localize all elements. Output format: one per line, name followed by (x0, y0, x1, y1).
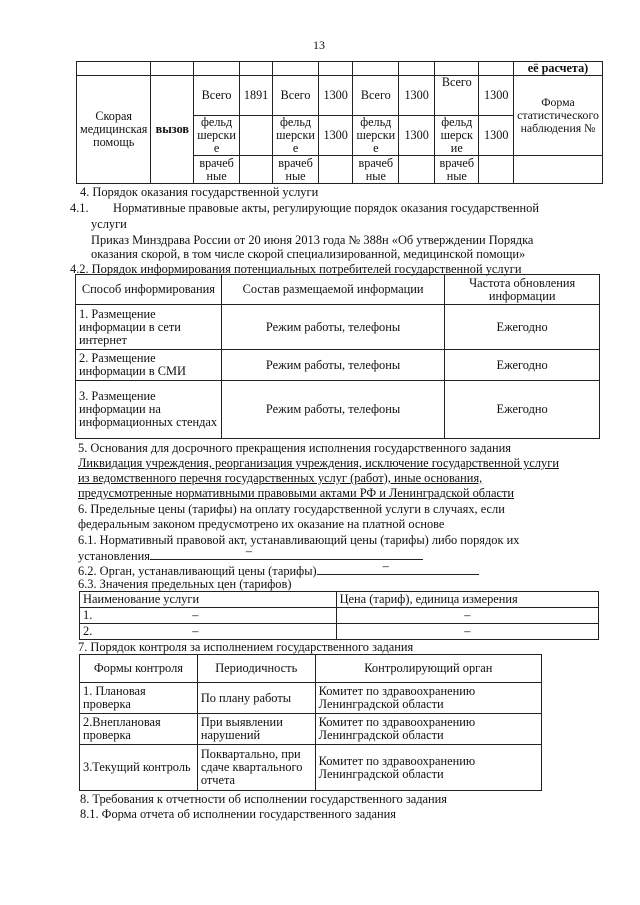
control-period: По плану работы (197, 683, 315, 714)
info-frequency: Ежегодно (445, 381, 600, 439)
g3-total-value: 1300 (399, 76, 435, 116)
page-number: 13 (313, 38, 325, 52)
price-table (79, 591, 599, 640)
g1-sub2-label: врачебные (194, 156, 240, 184)
info-method: 1. Размещение информации в сети интернет (76, 305, 222, 350)
g1-sub1-label: фельдшерские (194, 116, 240, 156)
g1-sub1-value (239, 116, 272, 156)
info-header-content: Состав размещаемой информации (221, 275, 444, 305)
g3-total-label: Всего (353, 76, 399, 116)
section-8-1-title: 8.1. Форма отчета об исполнении государственного задания (80, 807, 396, 821)
price-row (80, 624, 337, 640)
section-7-title: 7. Порядок контроля за исполнением государственного задания (78, 640, 414, 654)
control-form: 2.Внеплановая проверка (80, 714, 198, 745)
price-row-value: – (336, 608, 598, 624)
price-row-value: – (336, 624, 598, 640)
service-name-cell: Скорая медицинская помощь (77, 76, 151, 184)
g2-sub2-label: врачебные (273, 156, 319, 184)
control-form: 1. Плановая проверка (80, 683, 198, 714)
form-note-cell: Форма статистического наблюдения № (513, 76, 602, 156)
g4-sub1-label: фельдшерские (435, 116, 479, 156)
g4-total-value: 1300 (479, 76, 514, 116)
section-4-1-number: 4.1. (70, 201, 89, 215)
price-row-name: – (192, 608, 199, 622)
info-header-method: Способ информирования (76, 275, 222, 305)
price-row-number: 2. (83, 624, 93, 638)
volume-table (76, 61, 603, 184)
termination-grounds-end: предусмотренные нормативными правовыми актами РФ и Ленинградской области (78, 486, 515, 500)
g2-total-value: 1300 (318, 76, 353, 116)
control-body: Комитет по здравоохранению Ленинградской области (315, 714, 541, 745)
price-row (80, 608, 337, 624)
control-body: Комитет по здравоохранению Ленинградской области (315, 745, 541, 791)
price-header-name: Наименование услуги (80, 592, 337, 608)
info-frequency: Ежегодно (445, 350, 600, 381)
info-content: Режим работы, телефоны (221, 350, 444, 381)
section-6-1-label: установления (78, 549, 150, 563)
information-table (75, 274, 600, 439)
g3-sub1-value: 1300 (399, 116, 435, 156)
control-period: При выявлении нарушений (197, 714, 315, 745)
tariff-body-field (317, 559, 479, 575)
price-row-name: – (192, 624, 199, 638)
order-reference-cont: оказания скорой, в том числе скорой специализированной, медицинской помощи» (91, 247, 526, 261)
tariff-body-value: – (382, 559, 389, 573)
info-frequency: Ежегодно (445, 305, 600, 350)
g4-sub1-value: 1300 (479, 116, 514, 156)
control-header-period: Периодичность (197, 655, 315, 683)
g3-sub2-label: врачебные (353, 156, 399, 184)
info-content: Режим работы, телефоны (221, 381, 444, 439)
g3-sub1-label: фельдшерские (353, 116, 399, 156)
control-header-body: Контролирующий орган (315, 655, 541, 683)
g1-total-value: 1891 (239, 76, 272, 116)
info-header-frequency: Частота обновления информации (445, 275, 600, 305)
section-6-1-text: 6.1. Нормативный правовой акт, устанавливающий цены (тарифы) либо порядок их (78, 533, 520, 547)
unit-cell: вызов (151, 76, 194, 184)
g2-sub1-label: фельдшерские (273, 116, 319, 156)
g1-total-label: Всего (194, 76, 240, 116)
section-4-2-title: 4.2. Порядок информирования потенциальных потребителей государственной услуги (70, 262, 522, 276)
control-table (79, 654, 542, 791)
control-body: Комитет по здравоохранению Ленинградской области (315, 683, 541, 714)
header-calc-cell: её расчета) (513, 62, 602, 76)
section-6-title-cont: федеральным законом предусмотрено их оказание на платной основе (78, 517, 445, 531)
section-5-title: 5. Основания для досрочного прекращения исполнения государственного задания (78, 441, 511, 455)
g4-total-label: Всего (435, 76, 479, 116)
section-4-title: 4. Порядок оказания государственной услуги (80, 185, 319, 199)
section-6-3-title: 6.3. Значения предельных цен (тарифов) (78, 577, 292, 591)
termination-grounds: Ликвидация учреждения, реорганизация учреждения, исключение государственной услуги (78, 456, 559, 470)
info-content: Режим работы, телефоны (221, 305, 444, 350)
info-method: 2. Размещение информации в СМИ (76, 350, 222, 381)
g2-sub1-value: 1300 (318, 116, 353, 156)
section-4-1-text-cont: услуги (91, 217, 127, 231)
section-6-1-text-cont (78, 544, 423, 564)
price-row-number: 1. (83, 608, 93, 622)
g2-total-label: Всего (273, 76, 319, 116)
control-period: Поквартально, при сдаче квартального отчета (197, 745, 315, 791)
price-header-price: Цена (тариф), единица измерения (336, 592, 598, 608)
section-6-title: 6. Предельные цены (тарифы) на оплату государственной услуги в случаях, если (78, 502, 505, 516)
order-reference: Приказ Минздрава России от 20 июня 2013 года № 388н «Об утверждении Порядка (91, 233, 534, 247)
section-4-1-text: Нормативные правовые акты, регулирующие порядок оказания государственной (113, 201, 540, 215)
termination-grounds-cont: из ведомственного перечня государственных услуг (работ), иные основания, (78, 471, 483, 485)
control-header-form: Формы контроля (80, 655, 198, 683)
info-method: 3. Размещение информации на информационных стендах (76, 381, 222, 439)
legal-act-value: – (245, 544, 253, 558)
section-8-title: 8. Требования к отчетности об исполнении государственного задания (80, 792, 448, 806)
section-6-2-label: 6.2. Орган, устанавливающий цены (тарифы) (78, 564, 317, 578)
g4-sub2-label: врачебные (435, 156, 479, 184)
control-form: 3.Текущий контроль (80, 745, 198, 791)
